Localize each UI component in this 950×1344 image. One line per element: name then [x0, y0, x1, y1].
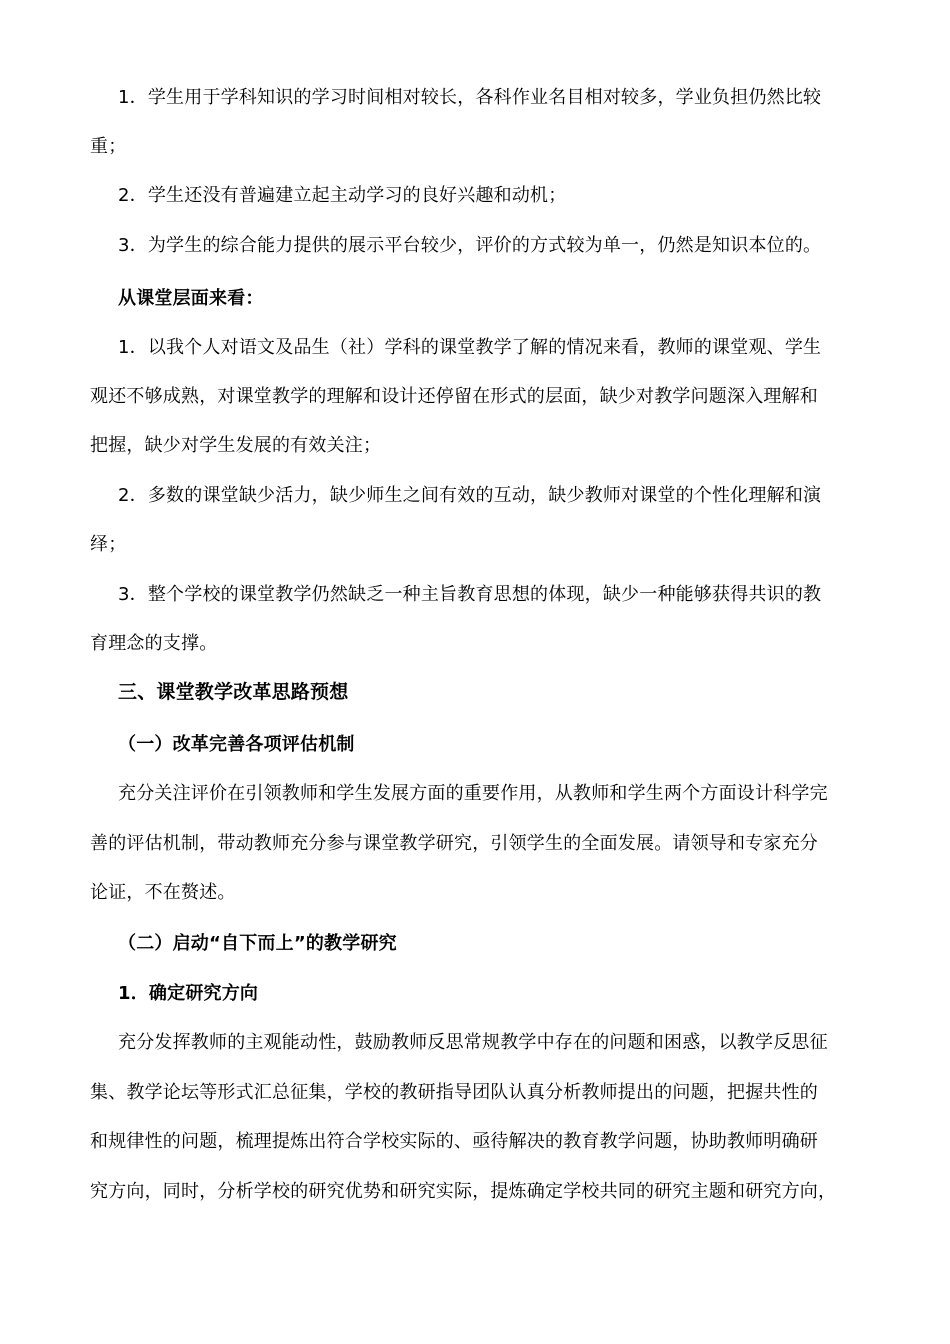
- section-heading: 三、课堂教学改革思路预想: [118, 681, 349, 703]
- paragraph-line: 1．以我个人对语文及品生（社）学科的课堂教学了解的情况来看，教师的课堂观、学生: [118, 337, 822, 358]
- paragraph-line: 育理念的支撑。: [90, 633, 218, 654]
- subsection-heading: （二）启动“自下而上”的教学研究: [118, 933, 397, 954]
- paragraph-line: 绎；: [90, 534, 127, 555]
- paragraph-line: 2．多数的课堂缺少活力，缺少师生之间有效的互动，缺少教师对课堂的个性化理解和演: [118, 485, 822, 506]
- paragraph-line: 论证，不在赘述。: [90, 882, 236, 903]
- subsection-heading: （一）改革完善各项评估机制: [118, 734, 355, 755]
- paragraph-line: 和规律性的问题，梳理提炼出符合学校实际的、亟待解决的教育教学问题，协助教师明确研: [90, 1131, 818, 1152]
- paragraph-line: 集、教学论坛等形式汇总征集，学校的教研指导团队认真分析教师提出的问题，把握共性的: [90, 1082, 818, 1103]
- paragraph-line: 3．整个学校的课堂教学仍然缺乏一种主旨教育思想的体现，缺少一种能够获得共识的教: [118, 584, 822, 605]
- paragraph-line: 2．学生还没有普遍建立起主动学习的良好兴趣和动机；: [118, 185, 567, 206]
- paragraph-line: 观还不够成熟，对课堂教学的理解和设计还停留在形式的层面，缺少对教学问题深入理解和: [90, 386, 818, 407]
- paragraph-line: 充分关注评价在引领教师和学生发展方面的重要作用，从教师和学生两个方面设计科学完: [118, 783, 828, 804]
- paragraph-line: 重；: [90, 136, 127, 157]
- paragraph-line: 善的评估机制，带动教师充分参与课堂教学研究，引领学生的全面发展。请领导和专家充分: [90, 833, 818, 854]
- paragraph-line: 究方向，同时，分析学校的研究优势和研究实际，提炼确定学校共同的研究主题和研究方向，: [90, 1181, 837, 1202]
- paragraph-line: 把握，缺少对学生发展的有效关注；: [90, 435, 382, 456]
- paragraph-line: 1．学生用于学科知识的学习时间相对较长，各科作业名目相对较多，学业负担仍然比较: [118, 87, 822, 108]
- paragraph-line: 3．为学生的综合能力提供的展示平台较少，评价的方式较为单一，仍然是知识本位的。: [118, 235, 822, 256]
- paragraph-line: 充分发挥教师的主观能动性，鼓励教师反思常规教学中存在的问题和困惑，以教学反思征: [118, 1032, 828, 1053]
- item-heading: 1．确定研究方向: [118, 983, 259, 1004]
- section-subheading: 从课堂层面来看：: [118, 288, 264, 309]
